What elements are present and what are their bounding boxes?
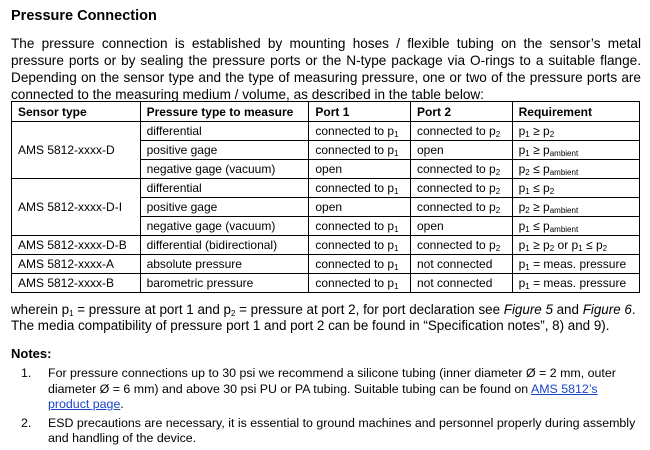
- pressure-type-cell: absolute pressure: [140, 255, 309, 274]
- port1-cell: connected to $p_1$: [309, 255, 411, 274]
- note-item: 2. ESD precautions are necessary, it is essential to ground machines and personnel properly during assembly and handling of the device.: [21, 415, 636, 445]
- table-header-row: [12, 102, 640, 122]
- header-pressure-type: Pressure type to measure: [140, 102, 309, 122]
- port2-cell: open: [410, 141, 512, 160]
- port2-cell: not connected: [410, 255, 512, 274]
- pressure-type-cell: differential: [140, 122, 309, 141]
- figure6-reference: Figure 6: [582, 302, 632, 317]
- sensor-cell: AMS 5812-xxxx-D-B: [12, 236, 141, 255]
- port2-cell: not connected: [410, 274, 512, 293]
- port2-cell: connected to $p_2$: [410, 122, 512, 141]
- requirement-cell: $p_1 \le p_2$: [512, 179, 639, 198]
- intro-paragraph: The pressure connection is established by mounting hoses / flexible tubing on the sensor’s metal pressure ports or by sealing the pressure ports or the N-type package via O-rings to a suitable flange. Depending on the sensor type and the type of measuring pressure, one or two of the pressure ports are connected to the measuring medium / volume, as described in the table below:: [11, 36, 641, 102]
- pressure-type-cell: differential (bidirectional): [140, 236, 309, 255]
- port2-cell: open: [410, 217, 512, 236]
- requirement-cell: $p_1 \ge p_2$ or $p_1 \le p_2$: [512, 236, 639, 255]
- pressure-type-cell: positive gage: [140, 198, 309, 217]
- port1-cell: connected to $p_1$: [309, 122, 411, 141]
- pressure-type-cell: barometric pressure: [140, 274, 309, 293]
- port1-cell: connected to $p_1$: [309, 141, 411, 160]
- header-requirement: Requirement: [512, 102, 639, 122]
- requirement-cell: $p_2 \le p_{ambient}$: [512, 160, 639, 179]
- port1-cell: open: [309, 160, 411, 179]
- pressure-type-cell: negative gage (vacuum): [140, 160, 309, 179]
- pressure-type-cell: positive gage: [140, 141, 309, 160]
- port1-cell: connected to $p_1$: [309, 236, 411, 255]
- port2-cell: connected to $p_2$: [410, 179, 512, 198]
- requirement-cell: $p_1$ = meas. pressure: [512, 274, 639, 293]
- port-declaration-paragraph: wherein $p_1$ = pressure at port 1 and $p_2$ = pressure at port 2, for port declaration see Figure 5 and Figure 6. The media compatibility of pressure port 1 and port 2 can be found in “Specification notes”, 8) and 9).: [11, 302, 636, 333]
- port2-cell: connected to $p_2$: [410, 236, 512, 255]
- sensor-cell: AMS 5812-xxxx-B: [12, 274, 141, 293]
- port1-cell: connected to $p_1$: [309, 179, 411, 198]
- table-row: [12, 236, 640, 255]
- figure5-reference: Figure 5: [503, 302, 553, 317]
- notes-heading: Notes:: [11, 346, 52, 361]
- requirement-cell: $p_1 \ge p_2$: [512, 122, 639, 141]
- requirement-cell: $p_2 \ge p_{ambient}$: [512, 198, 639, 217]
- port1-cell: connected to $p_1$: [309, 217, 411, 236]
- table-row: [12, 122, 640, 141]
- sensor-cell: AMS 5812-xxxx-A: [12, 255, 141, 274]
- header-port-1: Port 1: [309, 102, 411, 122]
- requirement-cell: $p_1 \le p_{ambient}$: [512, 217, 639, 236]
- product-page-link[interactable]: AMS 5812’s product page: [48, 381, 598, 411]
- port2-cell: connected to $p_2$: [410, 198, 512, 217]
- port2-cell: connected to $p_2$: [410, 160, 512, 179]
- section-title: Pressure Connection: [11, 8, 157, 24]
- pressure-type-cell: differential: [140, 179, 309, 198]
- header-sensor-type: Sensor type: [12, 102, 141, 122]
- requirement-cell: $p_1 \ge p_{ambient}$: [512, 141, 639, 160]
- sensor-cell: AMS 5812-xxxx-D: [12, 122, 141, 179]
- pressure-type-cell: negative gage (vacuum): [140, 217, 309, 236]
- table-row: [12, 274, 640, 293]
- header-port-2: Port 2: [410, 102, 512, 122]
- note-item: 1. For pressure connections up to 30 psi we recommend a silicone tubing (inner diameter Ø = 2 mm, outer diameter Ø = 6 mm) and above 30 psi PU or PA tubing. Suitable tubing can be found on AMS 5812’s product page.: [21, 366, 616, 411]
- sensor-cell: AMS 5812-xxxx-D-I: [12, 179, 141, 236]
- port1-cell: connected to $p_1$: [309, 274, 411, 293]
- table-row: [12, 255, 640, 274]
- requirement-cell: $p_1$ = meas. pressure: [512, 255, 639, 274]
- notes-list: [11, 366, 641, 450]
- port1-cell: open: [309, 198, 411, 217]
- table-row: [12, 179, 640, 198]
- pressure-connection-table: [11, 101, 640, 293]
